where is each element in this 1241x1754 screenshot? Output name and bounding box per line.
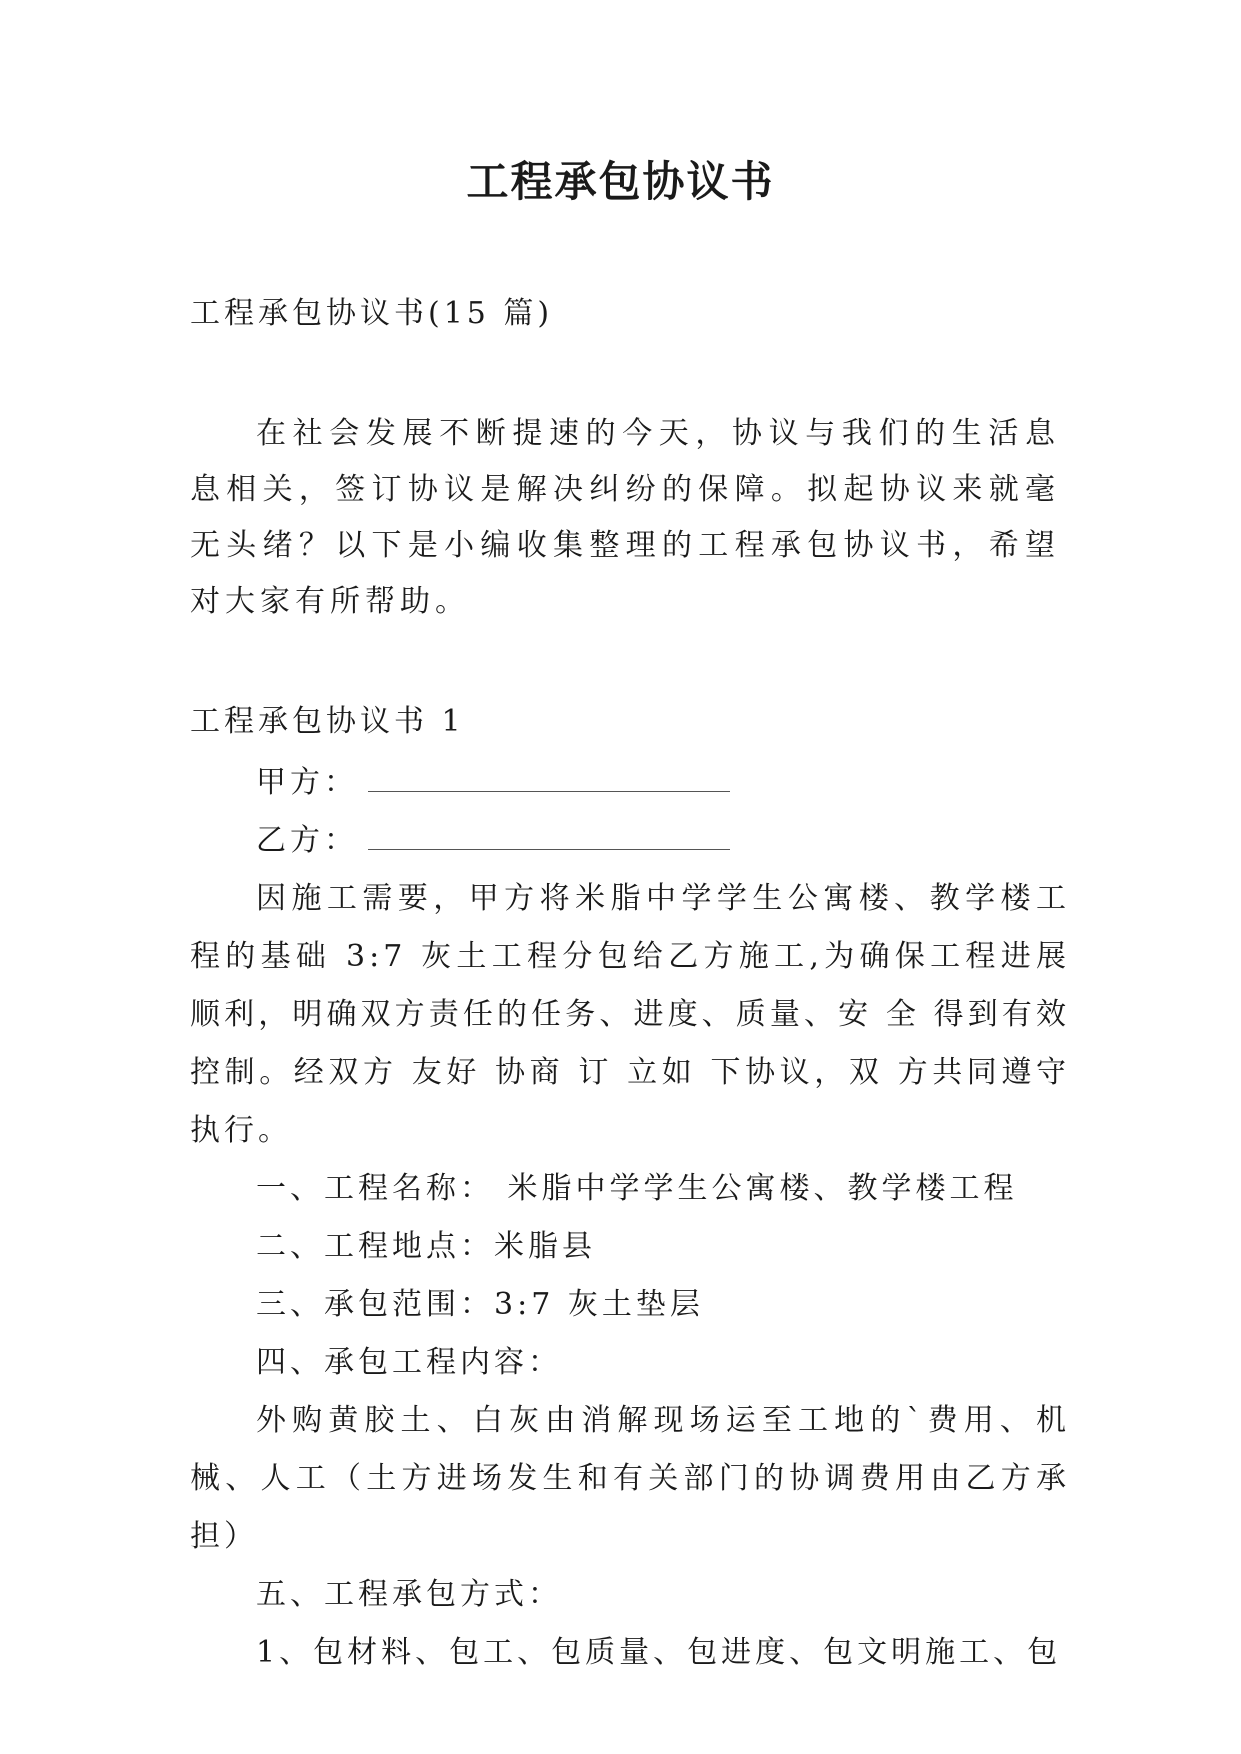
item-contract-method: 五、工程承包方式： <box>256 1577 562 1612</box>
document-title: 工程承包协议书 <box>466 157 775 206</box>
item-contract-content: 四、承包工程内容： <box>256 1345 562 1380</box>
section-title: 工程承包协议书 1 <box>190 704 465 739</box>
item-contract-method-1: 1、包材料、包工、包质量、包进度、包文明施工、包 <box>256 1635 1062 1670</box>
party-b-blank[interactable] <box>368 823 730 850</box>
scope-paragraph: 因施工需要，甲方将米脂中学学生公寓楼、教学楼工程的基础 3:7 灰土工程分包给乙方施工,为确保工程进展顺利，明确双方责任的任务、进度、质量、安 全 得到有效控制。经双方 友好 协商 订 立如 下协议，双 方共同遵守执行。 <box>190 881 1070 1148</box>
document-subtitle: 工程承包协议书(15 篇) <box>190 296 554 331</box>
item-project-name: 一、工程名称： 米脂中学学生公寓楼、教学楼工程 <box>256 1171 1018 1206</box>
agreement-body <box>190 754 1070 1682</box>
party-a-blank[interactable] <box>368 765 730 792</box>
item-contract-scope: 三、承包范围：3:7 灰土垫层 <box>256 1287 704 1322</box>
party-b-row <box>190 812 1070 870</box>
item-contract-content-detail: 外购黄胶土、白灰由消解现场运至工地的`费用、机械、人工（土方进场发生和有关部门的协调费用由乙方承担） <box>190 1403 1070 1554</box>
party-b-label: 乙方： <box>256 823 358 858</box>
party-a-label: 甲方： <box>256 765 358 800</box>
party-a-row <box>190 754 1070 812</box>
intro-paragraph: 在社会发展不断提速的今天，协议与我们的生活息息相关，签订协议是解决纠纷的保障。拟起协议来就毫无头绪？以下是小编收集整理的工程承包协议书，希望对大家有所帮助。 <box>190 416 1060 619</box>
item-project-location: 二、工程地点：米脂县 <box>256 1229 596 1264</box>
